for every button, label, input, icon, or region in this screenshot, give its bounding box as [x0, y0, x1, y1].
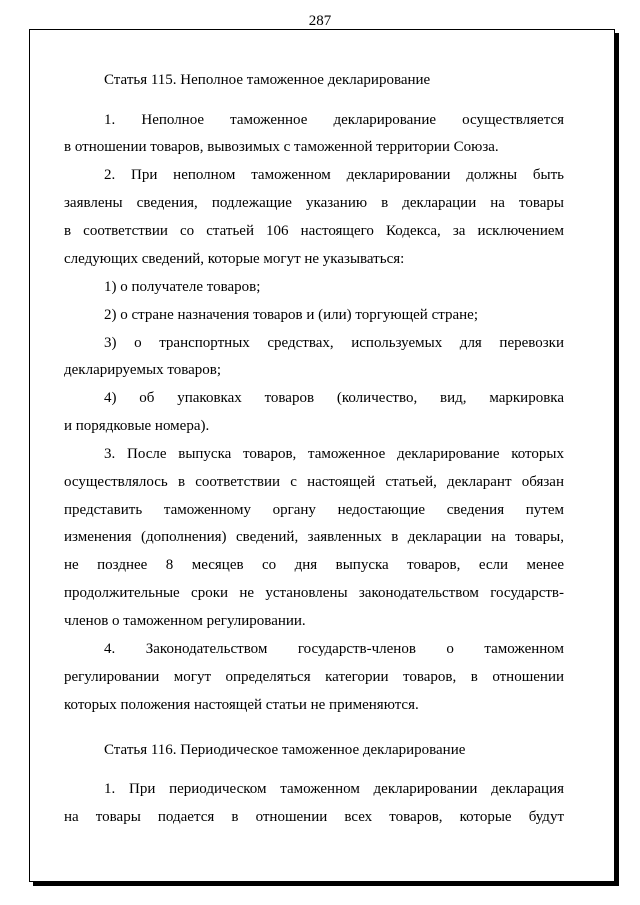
line: следующих сведений, которые могут не указываться: — [64, 251, 405, 267]
line: 2. При неполном таможенном декларировании должны быть — [104, 167, 564, 183]
line: 4. Законодательством государств-членов о таможенном — [104, 641, 564, 657]
line: представить таможенному органу недостающие сведения путем — [64, 502, 564, 518]
line: 3. После выпуска товаров, таможенное декларирование которых — [104, 446, 564, 462]
line: 3) о транспортных средствах, используемых для перевозки — [104, 335, 564, 351]
line: регулировании могут определяться категории товаров, в отношении — [64, 669, 564, 685]
line: и порядковые номера). — [64, 418, 210, 434]
line: в отношении товаров, вывозимых с таможенной территории Союза. — [64, 139, 499, 155]
line: в соответствии со статьей 106 настоящего Кодекса, за исключением — [64, 223, 564, 239]
line: не позднее 8 месяцев со дня выпуска товаров, если менее — [64, 557, 564, 573]
line: заявлены сведения, подлежащие указанию в декларации на товары — [64, 195, 564, 211]
line: на товары подается в отношении всех товаров, которые будут — [64, 809, 564, 825]
line: членов о таможенном регулировании. — [64, 613, 306, 629]
line: которых положения настоящей статьи не применяются. — [64, 697, 419, 713]
line: 1. Неполное таможенное декларирование осуществляется — [104, 112, 564, 128]
line: 4) об упаковках товаров (количество, вид, маркировка — [104, 390, 564, 406]
page-number: 287 — [308, 13, 332, 29]
line: осуществлялось в соответствии с настоящей статьей, декларант обязан — [64, 474, 564, 490]
line: 2) о стране назначения товаров и (или) торгующей стране; — [104, 307, 478, 323]
line: Статья 115. Неполное таможенное декларирование — [104, 72, 431, 88]
line: декларируемых товаров; — [64, 362, 221, 378]
line: 1. При периодическом таможенном декларировании декларация — [104, 781, 564, 797]
line: изменения (дополнения) сведений, заявленных в декларации на товары, — [64, 529, 564, 545]
line: Статья 116. Периодическое таможенное декларирование — [104, 742, 466, 758]
line: 1) о получателе товаров; — [104, 279, 261, 295]
line: продолжительные сроки не установлены законодательством государств- — [64, 585, 564, 601]
